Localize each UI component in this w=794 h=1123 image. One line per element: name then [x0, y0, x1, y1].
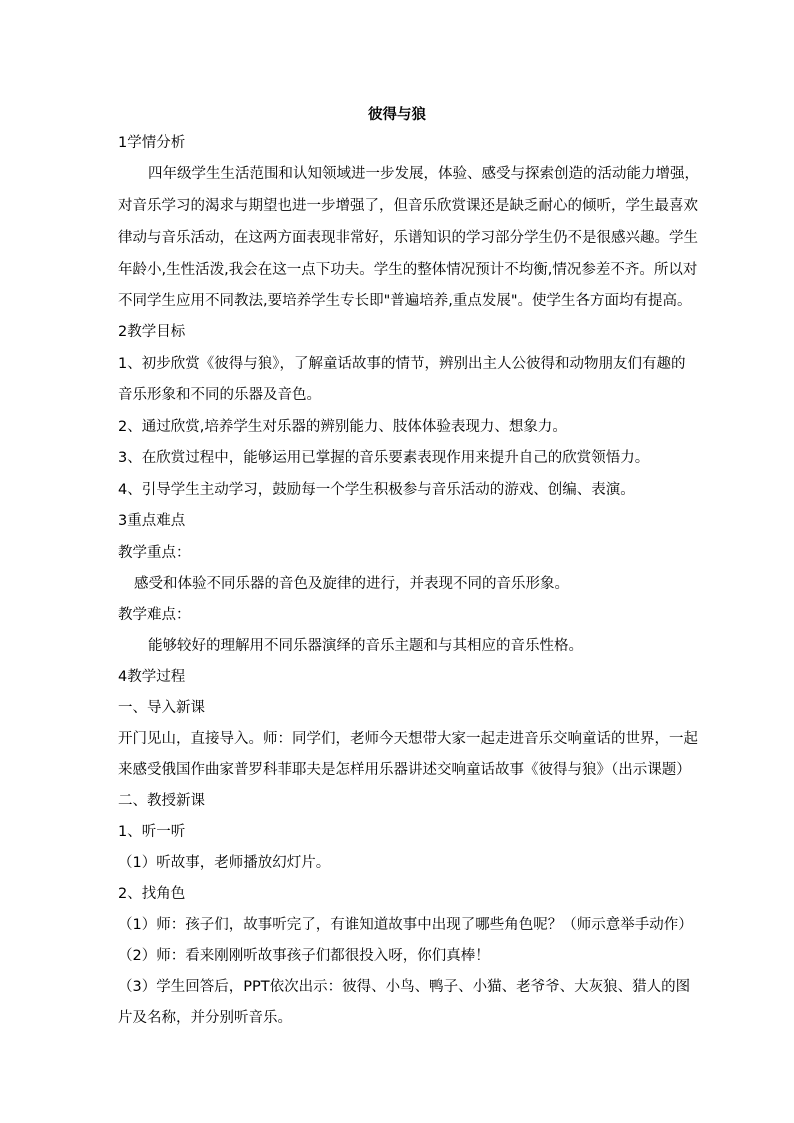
step-item: （1）师：孩子们，故事听完了，有谁知道故事中出现了哪些角色呢？（师示意举手动作） [118, 917, 693, 933]
step-heading: 2、找角色 [118, 886, 186, 902]
step-heading: 1、听一听 [118, 824, 186, 840]
step-item: （2）师：看来刚刚听故事孩子们都很投入呀，你们真棒！ [118, 948, 490, 964]
section-heading-analysis: 1学情分析 [118, 135, 186, 151]
paragraph-line: 四年级学生生活范围和认知领域进一步发展，体验、感受与探索创造的活动能力增强， [148, 166, 699, 182]
section-heading-key-points: 3重点难点 [118, 513, 186, 529]
step-item: （3）学生回答后，PPT依次出示：彼得、小鸟、鸭子、小猫、老爷爷、大灰狼、猎人的图 [118, 979, 691, 995]
paragraph-line: 律动与音乐活动，在这两方面表现非常好，乐谱知识的学习部分学生仍不是很感兴趣。学生 [118, 230, 698, 246]
step-item-continued: 片及名称，并分别听音乐。 [118, 1010, 292, 1026]
goal-item: 2、通过欣赏,培养学生对乐器的辨别能力、肢体体验表现力、想象力。 [118, 419, 567, 435]
paragraph-line: 年龄小,生性活泼,我会在这一点下功夫。学生的整体情况预计不均衡,情况参差不齐。所以对 [118, 262, 698, 278]
paragraph-line: 来感受俄国作曲家普罗科菲耶夫是怎样用乐器讲述交响童话故事《彼得与狼》（出示课题） [118, 762, 691, 778]
subsection-heading-intro: 一、导入新课 [118, 700, 205, 716]
step-item: （1）听故事，老师播放幻灯片。 [118, 855, 331, 871]
goal-item: 3、在欣赏过程中，能够运用已掌握的音乐要素表现作用来提升自己的欣赏领悟力。 [118, 450, 650, 466]
goal-item: 1、初步欣赏《彼得与狼》，了解童话故事的情节，辨别出主人公彼得和动物朋友们有趣的 [118, 356, 686, 372]
subsection-heading-teaching: 二、教授新课 [118, 793, 205, 809]
difficulty-text: 能够较好的理解用不同乐器演绎的音乐主题和与其相应的音乐性格。 [148, 638, 583, 654]
paragraph-line: 对音乐学习的渴求与期望也进一步增强了，但音乐欣赏课还是缺乏耐心的倾听，学生最喜欢 [118, 198, 698, 214]
goal-item: 4、引导学生主动学习，鼓励每一个学生积极参与音乐活动的游戏、创编、表演。 [118, 482, 635, 498]
document-title: 彼得与狼 [368, 107, 426, 123]
section-heading-process: 4教学过程 [118, 669, 186, 685]
goal-item-continued: 音乐形象和不同的乐器及音色。 [118, 387, 321, 403]
key-point-label: 教学重点： [118, 545, 191, 561]
key-point-text: 感受和体验不同乐器的音色及旋律的进行，并表现不同的音乐形象。 [134, 576, 569, 592]
paragraph-line: 开门见山，直接导入。师：同学们，老师今天想带大家一起走进音乐交响童话的世界，一起 [118, 731, 698, 747]
section-heading-goals: 2教学目标 [118, 324, 186, 340]
difficulty-label: 教学难点： [118, 607, 191, 623]
paragraph-line: 不同学生应用不同教法,要培养学生专长即"普遍培养,重点发展"。使学生各方面均有提高。 [118, 293, 692, 309]
